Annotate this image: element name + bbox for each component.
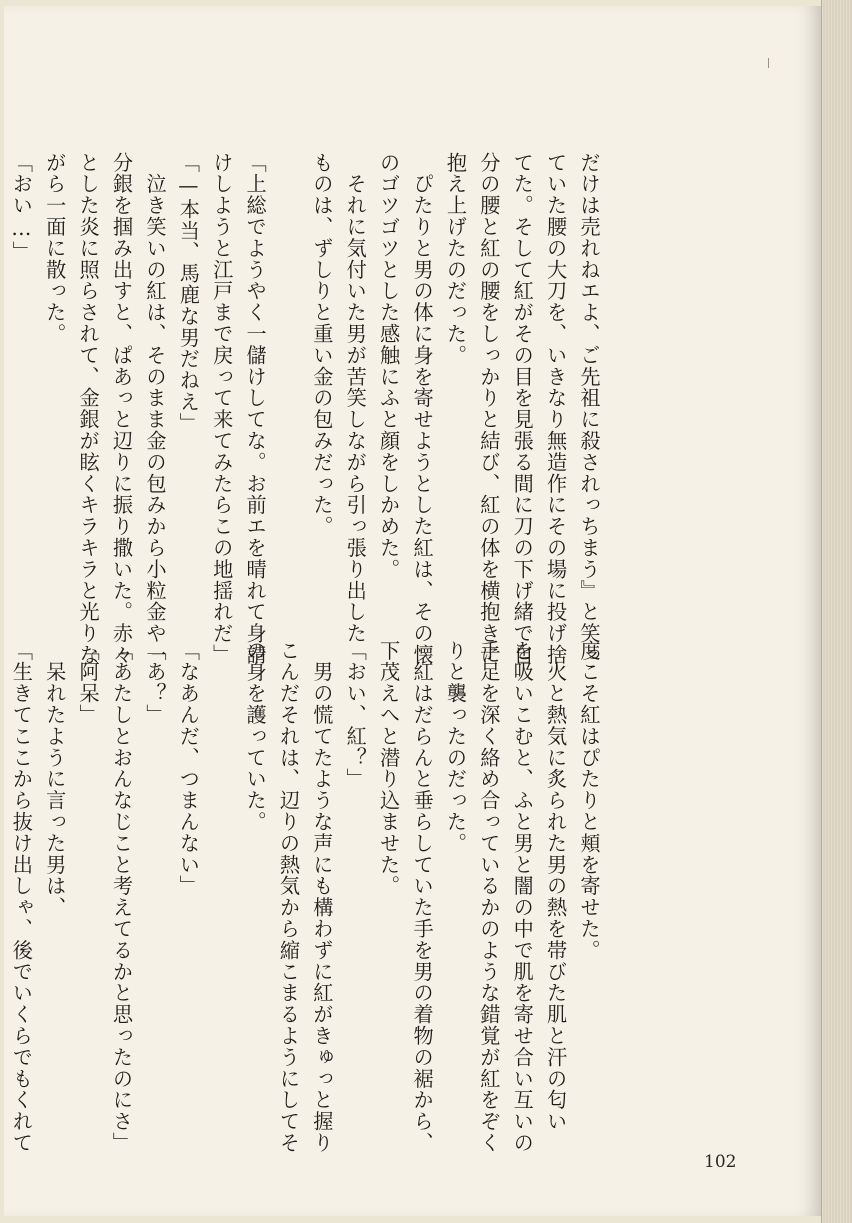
text-column: だけは売れねエよ、ご先祖に殺されっちまう』と笑っ [577,152,601,666]
text-column: 「おい…」 [9,152,34,263]
text-column: 紅はだらんと垂らしていた手を男の着物の裾から、 [410,640,435,1154]
text-column: けしようと江戸まで戻って来てみたらこの地揺れだ」 [209,152,234,666]
text-column: 分の腰と紅の腰をしっかりと結び、紅の体を横抱きに [476,152,501,666]
text-column: ていた腰の大刀を、いきなり無造作にその場に投げ捨 [543,152,568,666]
text-column: 男の慌てたような声にも構わずに紅がきゅっと握り [309,640,334,1154]
text-column: それに気付いた男が苦笑しながら引っ張り出した [343,152,368,645]
text-column: こんだそれは、辺りの熱気から縮こまるようにしてそ [276,640,301,1154]
book-page [4,6,822,1216]
text-column [0,640,3,1004]
text-column: 呆れたように言った男は、 [42,640,67,919]
text-column: 下茂えへと潜り込ませた。 [376,640,401,897]
text-column: りと襲ったのだった。 [443,640,468,854]
text-block-top [0,152,604,666]
text-column [0,152,3,666]
page-number: 102 [704,1152,737,1172]
text-column: の身を護っていた。 [243,640,268,833]
text-column: 度こそ紅はぴたりと頬を寄せた。 [577,640,601,961]
text-column: 「なあんだ、つまんない」 [176,640,201,897]
text-column: 「阿呆」 [76,640,101,726]
text-column: 抱え上げたのだった。 [443,152,468,366]
text-column: 泣き笑いの紅は、そのまま金の包みから小粒金や一 [142,152,167,666]
text-column: 「おい、紅？」 [343,640,368,790]
text-column: 「生きてここから抜け出しゃ、後でいくらでもくれて [9,640,34,1154]
text-column: 「—本当、馬鹿な男だねえ」 [176,152,201,434]
text-column: 分銀を掴み出すと、ぱあっと辺りに振り撒いた。赤々 [109,152,134,666]
text-column: 「あ？」 [142,640,167,726]
page-mark [768,58,769,68]
page-edge [821,0,852,1223]
text-column: を吸いこむと、ふと男と闇の中で肌を寄せ合い互いの [510,640,535,1154]
text-column: とした炎に照らされて、金銀が眩くキラキラと光りな [76,152,101,666]
text-column: 「あたしとおんなじこと考えてるかと思ったのにさ」 [109,640,134,1154]
text-column: てた。そして紅がその目を見張る間に刀の下げ緒で自 [510,152,535,666]
text-block-bottom [0,640,604,1154]
text-column: がら一面に散った。 [42,152,67,345]
text-column: 「上総でようやく一儲けしてな。お前エを晴れて身請 [243,152,268,666]
text-column: ものは、ずしりと重い金の包みだった。 [309,152,334,538]
text-column: のゴツゴツとした感触にふと顔をしかめた。 [376,152,401,580]
text-column: 手足を深く絡め合っているかのような錯覚が紅をぞく [476,640,501,1154]
text-column: 火と熱気に炙られた男の熱を帯びた肌と汗の匂い [543,640,568,1133]
text-column: ぴたりと男の体に身を寄せようとした紅は、その懐 [410,152,435,666]
